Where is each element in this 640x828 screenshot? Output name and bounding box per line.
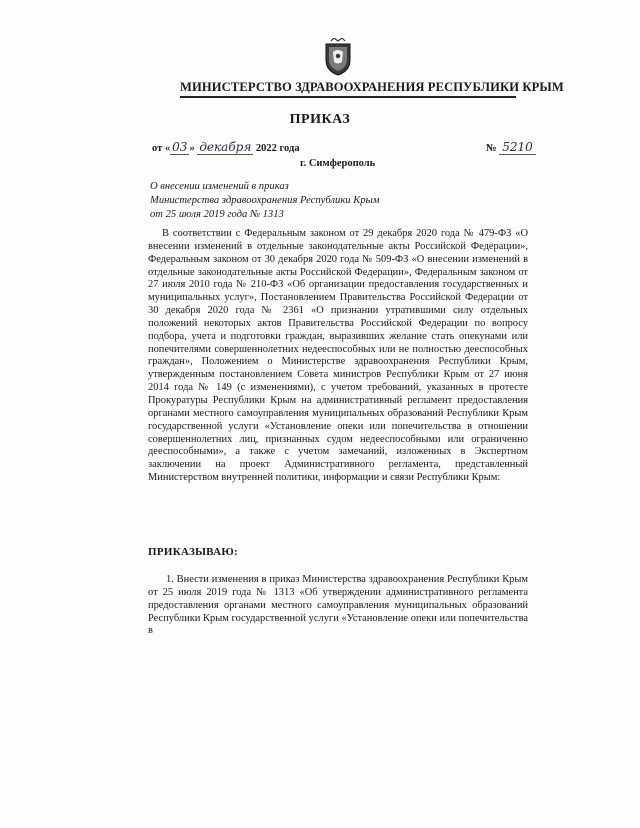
date-mid: » (189, 143, 195, 154)
subject-line: Министерства здравоохранения Республики Крым (150, 195, 380, 206)
ministry-heading: МИНИСТЕРСТВО ЗДРАВООХРАНЕНИЯ РЕСПУБЛИКИ КРЫМ (180, 80, 564, 94)
date-day-handwritten: 03 (172, 140, 188, 154)
date-month-handwritten: декабря (199, 140, 252, 154)
date-prefix: от « (152, 143, 171, 154)
order-item-1: 1. Внести изменения в приказ Министерства здравоохранения Республики Крым от 25 июля 2019 года № 1313 «Об утверждении административного регламента предоставления органами местного самоуправления муниципальных образований Республики Крым государственной услуги «Установление опеки или попечительства в (148, 574, 528, 637)
heading-divider (180, 96, 516, 98)
subject-line: О внесении изменений в приказ (150, 181, 289, 192)
subject-line: от 25 июля 2019 года № 1313 (150, 209, 284, 220)
city: г. Симферополь (300, 158, 376, 169)
order-date (152, 140, 300, 156)
date-suffix: 2022 года (255, 143, 300, 154)
number-prefix: № (486, 143, 497, 154)
order-subject (150, 180, 430, 222)
number-handwritten: 5210 (499, 140, 536, 155)
decree-heading: ПРИКАЗЫВАЮ: (148, 546, 239, 558)
order-title: ПРИКАЗ (289, 112, 351, 127)
crimea-coat-of-arms-icon (323, 38, 353, 76)
preamble-paragraph: В соответствии с Федеральным законом от 29 декабря 2020 года № 479-ФЗ «О внесении изменений в отдельные законодательные акты Российской Федерации», Федеральным законом от 30 декабря 2020 года № 509-ФЗ «О внесении изменений в отдельные законодательные акты Российской Федерации», Федеральным законом от 27 июля 2010 года № 210-ФЗ «Об организации предоставления государственных и муниципальных услуг», Постановлением Правительства Российской Федерации от 30 декабря 2020 года № 2361 «О признании утратившими силу отдельных положений некоторых актов Правительства Российской Федерации по вопросу подбора, учета и подготовки граждан, выразивших желание стать опекунами или попечителями совершеннолетних недееспособных или не полностью дееспособных граждан», Положением о Министерстве здравоохранения Республики Крым, утвержденным постановлением Совета министров Республики Крым от 27 июня 2014 года № 149 (с изменениями), с учетом требований, указанных в протесте Прокуратуры Республики Крым на административный регламент предоставления органами местного самоуправления муниципальных образований Республики Крым государственной услуги «Установление опеки или попечительства в отношении совершеннолетних лиц, признанных судом недееспособными или ограниченно дееспособными», а также с учетом замечаний, изложенных в Экспертном заключении на проект Административного регламента, представленный Министерством внутренней политики, информации и связи Республики Крым: (148, 228, 528, 484)
order-number (486, 140, 536, 156)
